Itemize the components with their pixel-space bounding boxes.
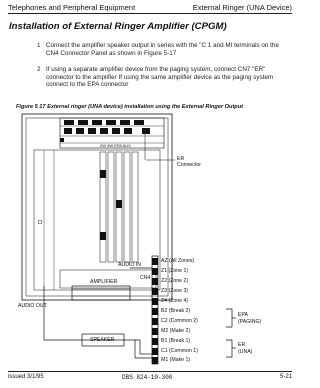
section-title: Installation of External Ringer Amplifier (CPGM) — [9, 21, 227, 32]
footer-doc-number: DBS 824-10-300 — [122, 374, 173, 381]
footer-rule — [8, 371, 292, 372]
step-2-text: If using a separate amplifier device from the paging system, connect CN7 "ER" connector to the amplifier If using the same amplifier device as the paging system connect to the EPA connector — [46, 66, 274, 89]
terminal-label: B2 (Break 2) — [161, 308, 191, 314]
terminal-label: M1 (Make 1) — [161, 357, 191, 363]
terminal-label: Z1 (Zone 1) — [161, 268, 189, 274]
epa-label: EPA — [238, 312, 248, 318]
epa-sub-label: (PAGING) — [238, 319, 262, 325]
amplifier-label: AMPLIFIER — [90, 279, 118, 285]
terminal-label: B1 (Break 1) — [161, 338, 191, 344]
er-sub-label: (UNA) — [238, 349, 253, 355]
terminal-label: C2 (Common 2) — [161, 318, 198, 324]
speaker-label: SPEAKER — [90, 337, 115, 343]
audio-out-label: AUDIO OUT — [18, 303, 47, 309]
er-connector-label: ER Connector — [177, 156, 201, 168]
step-1-number: 1 — [37, 42, 41, 49]
terminal-label: Z3 (Zone 3) — [161, 288, 189, 294]
footer-issued: issued 3/1/95 — [8, 374, 44, 380]
audio-in-label: AUDIO IN — [118, 262, 142, 268]
terminal-label: AZ (All Zones) — [161, 258, 195, 264]
step-2-number: 2 — [37, 66, 41, 73]
cabinet-outline — [22, 114, 172, 300]
panel-label: 2W 3W EPA AUX — [100, 143, 131, 148]
terminal-label: Z4 (Zone 4) — [161, 298, 189, 304]
header-right: External Ringer (UNA Device) — [192, 3, 292, 12]
cn4-label: CN4 — [140, 275, 151, 281]
er-label: ER — [238, 342, 246, 348]
terminal-label: C1 (Common 1) — [161, 348, 198, 354]
step-1-text: Connect the amplifier speaker output in series with the "C 1 and MI terminals on the CN4 Connector Panel as shown in Figure 5-17 — [46, 42, 279, 57]
figure-caption: Figure 5 17 External ringer (UNA device) installation using the External Ringer Output — [16, 104, 244, 110]
header-left: Telephones and Peripheral Equipment — [8, 3, 136, 12]
terminal-label: M2 (Make 2) — [161, 328, 191, 334]
footer-page-number: 5-21 — [279, 374, 292, 380]
terminal-label: Z2 (Zone 2) — [161, 278, 189, 284]
